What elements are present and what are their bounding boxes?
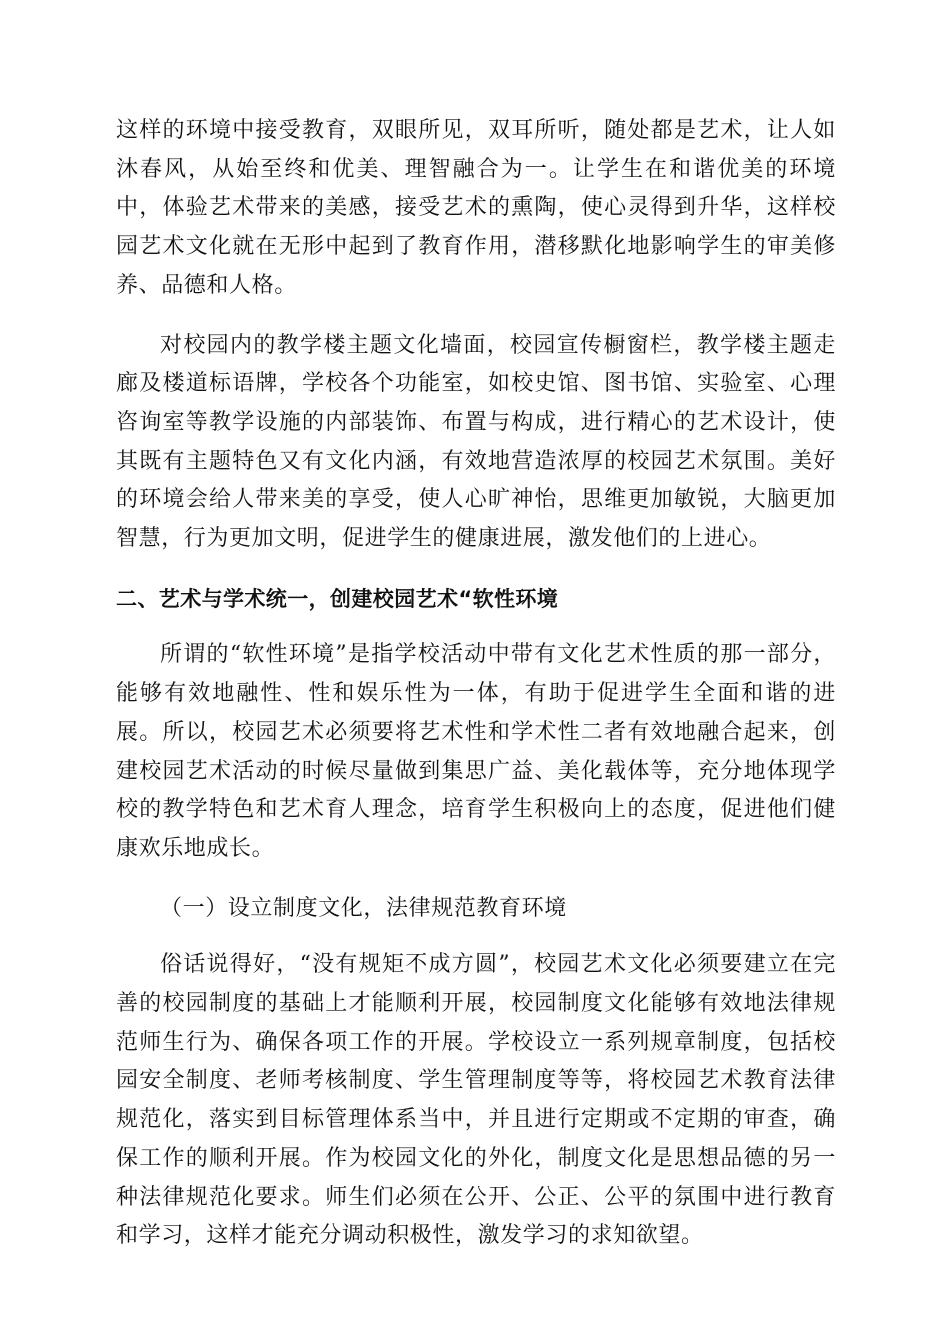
paragraph-soft-environment: 所谓的“软性环境”是指学校活动中带有文化艺术性质的那一部分，能够有效地融性、性和娱乐性为一体，有助于促进学生全面和谐的进展。所以，校园艺术必须要将艺术性和学术性二者有效地融合起来，创建校园艺术活动的时候尽量做到集思广益、美化载体等，充分地体现学校的教学特色和艺术育人理念，培育学生积极向上的态度，促进他们健康欢乐地成长。 [116,642,836,861]
paragraph-institution-culture: 俗话说得好，“没有规矩不成方圆”，校园艺术文化必须要建立在完善的校园制度的基础上才能顺利开展，校园制度文化能够有效地法律规范师生行为、确保各项工作的开展。学校设立一系列规章制度，包括校园安全制度、老师考核制度、学生管理制度等等，将校园艺术教育法律规范化，落实到目标管理体系当中，并且进行定期或不定期的审查，确保工作的顺利开展。作为校园文化的外化，制度文化是思想品德的另一种法律规范化要求。师生们必须在公开、公正、公平的氛围中进行教育和学习，这样才能充分调动积极性，激发学习的求知欲望。 [116,952,836,1249]
paragraph-campus-design: 对校园内的教学楼主题文化墙面，校园宣传橱窗栏，教学楼主题走廊及楼道标语牌，学校各个功能室，如校史馆、图书馆、实验室、心理咨询室等教学设施的内部装饰、布置与构成，进行精心的艺术设计，使其既有主题特色又有文化内涵，有效地营造浓厚的校园艺术氛围。美好的环境会给人带来美的享受，使人心旷神怡，思维更加敏锐，大脑更加智慧，行为更加文明，促进学生的健康进展，激发他们的上进心。 [116,332,836,552]
section-heading-2: 二、艺术与学术统一，创建校园艺术“软性环境 [116,586,559,611]
subsection-heading-1: （一）设立制度文化，法律规范教育环境 [160,895,567,921]
document-body [116,112,836,1277]
paragraph-continuation: 这样的环境中接受教育，双眼所见，双耳所听，随处都是艺术，让人如沐春风，从始至终和优美、理智融合为一。让学生在和谐优美的环境中，体验艺术带来的美感，接受艺术的熏陶，使心灵得到升华，这样校园艺术文化就在无形中起到了教育作用，潜移默化地影响学生的审美修养、品德和人格。 [116,118,836,298]
